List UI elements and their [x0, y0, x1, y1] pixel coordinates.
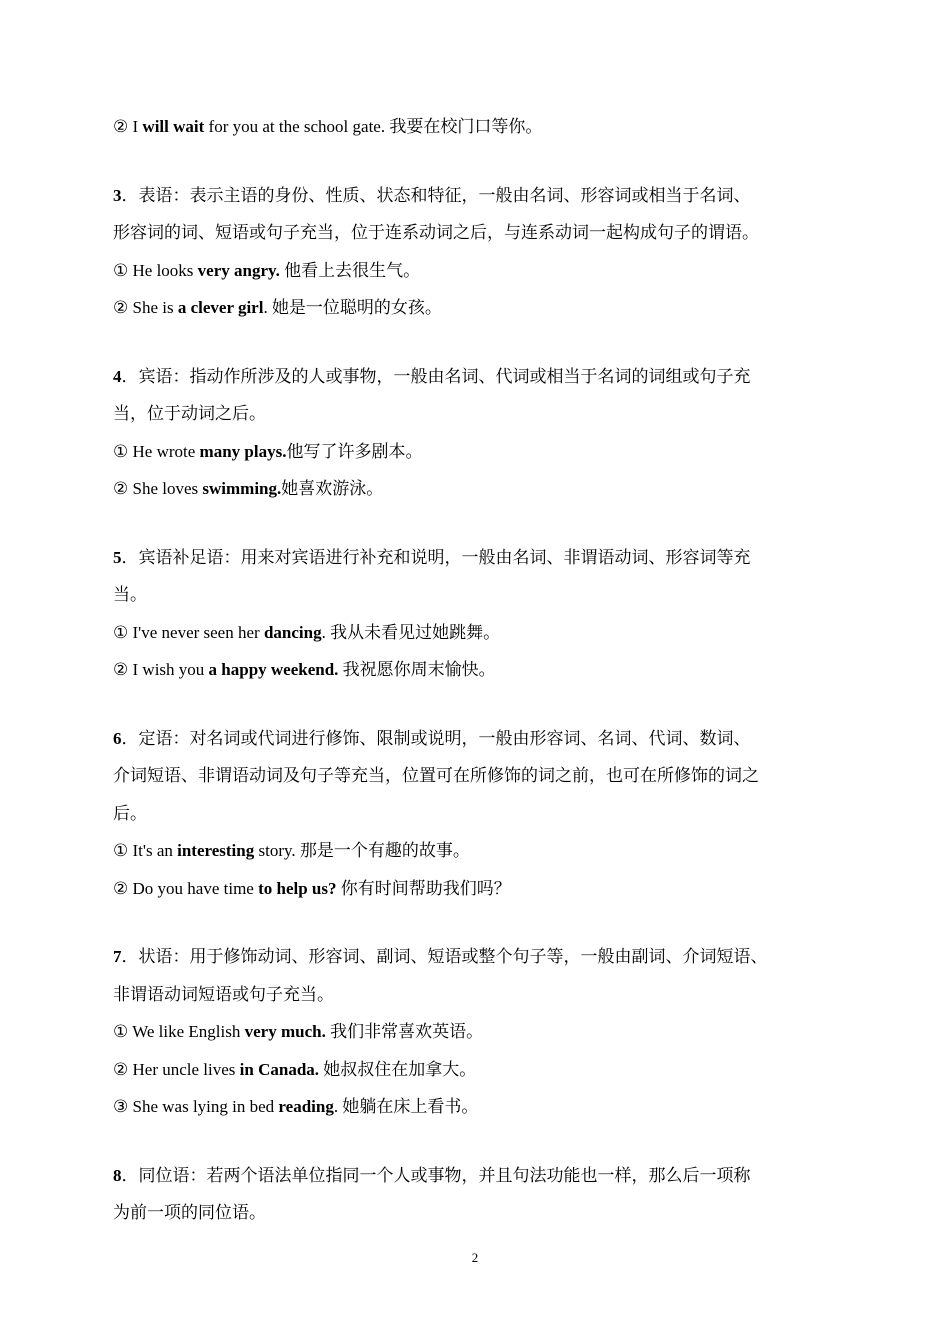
section-text-line: [113, 795, 841, 833]
example-text: I wish you: [128, 660, 209, 679]
section-heading-line: [113, 720, 841, 758]
example-highlight: in Canada.: [239, 1059, 320, 1079]
sections-container: [113, 146, 841, 1232]
example-mark: ③: [113, 1097, 129, 1116]
example-mark: ①: [113, 841, 129, 860]
section-gap: [113, 327, 841, 358]
example-mark: ②: [113, 117, 129, 136]
example-line: [113, 108, 841, 146]
section-number: 6: [113, 728, 122, 748]
section-gap: [113, 689, 841, 720]
section-text-line: [113, 214, 841, 252]
section-text: 当，位于动词之后。: [113, 404, 266, 423]
section-number: 4: [113, 366, 122, 386]
example-highlight: dancing: [263, 622, 322, 642]
section-text-line: [113, 576, 841, 614]
example-mark: ②: [113, 878, 129, 898]
example-highlight: very much.: [244, 1022, 326, 1041]
document-body: [113, 108, 841, 1232]
example-highlight: swimming.: [202, 479, 282, 498]
example-text: She is: [128, 298, 178, 317]
section-heading-line: [113, 358, 841, 396]
page-number: 2: [471, 1250, 479, 1265]
section-number: 5: [113, 547, 122, 567]
section-text-line: [113, 757, 841, 795]
section-text: 后。: [113, 803, 147, 823]
section-text: ．状语：用于修饰动词、形容词、副词、短语或整个句子等，一般由副词、介词短语、: [121, 947, 768, 966]
section-number: 3: [113, 185, 122, 205]
example-line: [113, 651, 841, 689]
example-translation: 你有时间帮助我们吗？: [336, 878, 511, 898]
example-line: [113, 470, 841, 508]
example-translation: . 她躺在床上看书。: [333, 1097, 479, 1116]
section-text: ．表语：表示主语的身份、性质、状态和特征，一般由名词、形容词或相当于名词、: [121, 185, 751, 205]
section-gap: [113, 1126, 841, 1157]
section-text: 非谓语动词短语或句子充当。: [113, 984, 334, 1004]
example-highlight: a clever girl: [177, 298, 264, 317]
example-text: She was lying in bed: [128, 1097, 279, 1116]
section-text-line: [113, 395, 841, 433]
example-translation: 我祝愿你周末愉快。: [338, 660, 496, 679]
example-text: I've never seen her: [128, 622, 264, 642]
example-line: [113, 832, 841, 870]
example-mark: ①: [113, 260, 129, 280]
example-text: He looks: [128, 260, 198, 280]
example-translation: . 我从未看见过她跳舞。: [321, 622, 501, 642]
example-translation: 她叔叔住在加拿大。: [319, 1059, 477, 1079]
section-text-line: [113, 976, 841, 1014]
section-text: ．定语：对名词或代词进行修饰、限制或说明，一般由形容词、名词、代词、数词、: [121, 728, 751, 748]
section-text: 介词短语、非谓语动词及句子等充当，位置可在所修饰的词之前，也可在所修饰的词之: [113, 766, 759, 785]
example-translation: story. 那是一个有趣的故事。: [254, 841, 470, 860]
example-highlight: interesting: [177, 841, 255, 860]
section-text: 为前一项的同位语。: [113, 1203, 266, 1222]
section-text: 形容词的词、短语或句子充当，位于连系动词之后，与连系动词一起构成句子的谓语。: [113, 223, 759, 242]
section-heading-line: [113, 938, 841, 976]
example-translation: . 她是一位聪明的女孩。: [263, 298, 442, 317]
example-text: She loves: [128, 479, 203, 498]
example-mark: ②: [113, 1059, 129, 1079]
example-highlight: to help us?: [258, 878, 337, 898]
example-text: I: [128, 117, 143, 136]
example-translation: 他写了许多剧本。: [286, 441, 423, 461]
section-heading-line: [113, 177, 841, 215]
example-line: [113, 1088, 841, 1126]
example-line: [113, 870, 841, 908]
example-highlight: very angry.: [197, 260, 280, 280]
example-highlight: will wait: [142, 117, 205, 136]
section-text: 当。: [113, 585, 147, 604]
section-text-line: [113, 1194, 841, 1232]
example-mark: ①: [113, 1022, 129, 1041]
example-mark: ①: [113, 441, 129, 461]
section-heading-line: [113, 1157, 841, 1195]
example-mark: ②: [113, 298, 129, 317]
example-mark: ①: [113, 622, 129, 642]
section-text: ．宾语：指动作所涉及的人或事物，一般由名词、代词或相当于名词的词组或句子充: [121, 366, 751, 386]
example-text: Her uncle lives: [128, 1059, 240, 1079]
section-gap: [113, 146, 841, 177]
example-translation: 我们非常喜欢英语。: [325, 1022, 484, 1041]
grammar-section: [113, 358, 841, 508]
grammar-section: [113, 177, 841, 327]
example-line: [113, 289, 841, 327]
example-translation: 她喜欢游泳。: [281, 479, 384, 498]
example-highlight: many plays.: [199, 441, 287, 461]
example-translation: for you at the school gate. 我要在校门口等你。: [204, 117, 543, 136]
example-line: [113, 1051, 841, 1089]
example-highlight: reading: [278, 1097, 334, 1116]
example-text: He wrote: [128, 441, 200, 461]
grammar-section: [113, 720, 841, 908]
example-text: We like English: [128, 1022, 245, 1041]
example-highlight: a happy weekend.: [208, 660, 339, 679]
example-text: It's an: [128, 841, 178, 860]
section-number: 7: [113, 947, 122, 966]
grammar-section: [113, 938, 841, 1126]
example-mark: ②: [113, 660, 129, 679]
section-gap: [113, 907, 841, 938]
example-mark: ②: [113, 479, 129, 498]
grammar-section: [113, 1157, 841, 1232]
example-line: [113, 614, 841, 652]
section-number: 8: [113, 1165, 122, 1185]
example-translation: 他看上去很生气。: [279, 260, 421, 280]
example-line: [113, 433, 841, 471]
example-text: Do you have time: [128, 878, 259, 898]
example-line: [113, 1013, 841, 1051]
section-gap: [113, 508, 841, 539]
section-heading-line: [113, 539, 841, 577]
section-text: ．同位语：若两个语法单位指同一个人或事物，并且句法功能也一样，那么后一项称: [121, 1165, 751, 1185]
grammar-section: [113, 539, 841, 689]
example-line: [113, 252, 841, 290]
section-text: ．宾语补足语：用来对宾语进行补充和说明，一般由名词、非谓语动词、形容词等充: [121, 547, 751, 567]
